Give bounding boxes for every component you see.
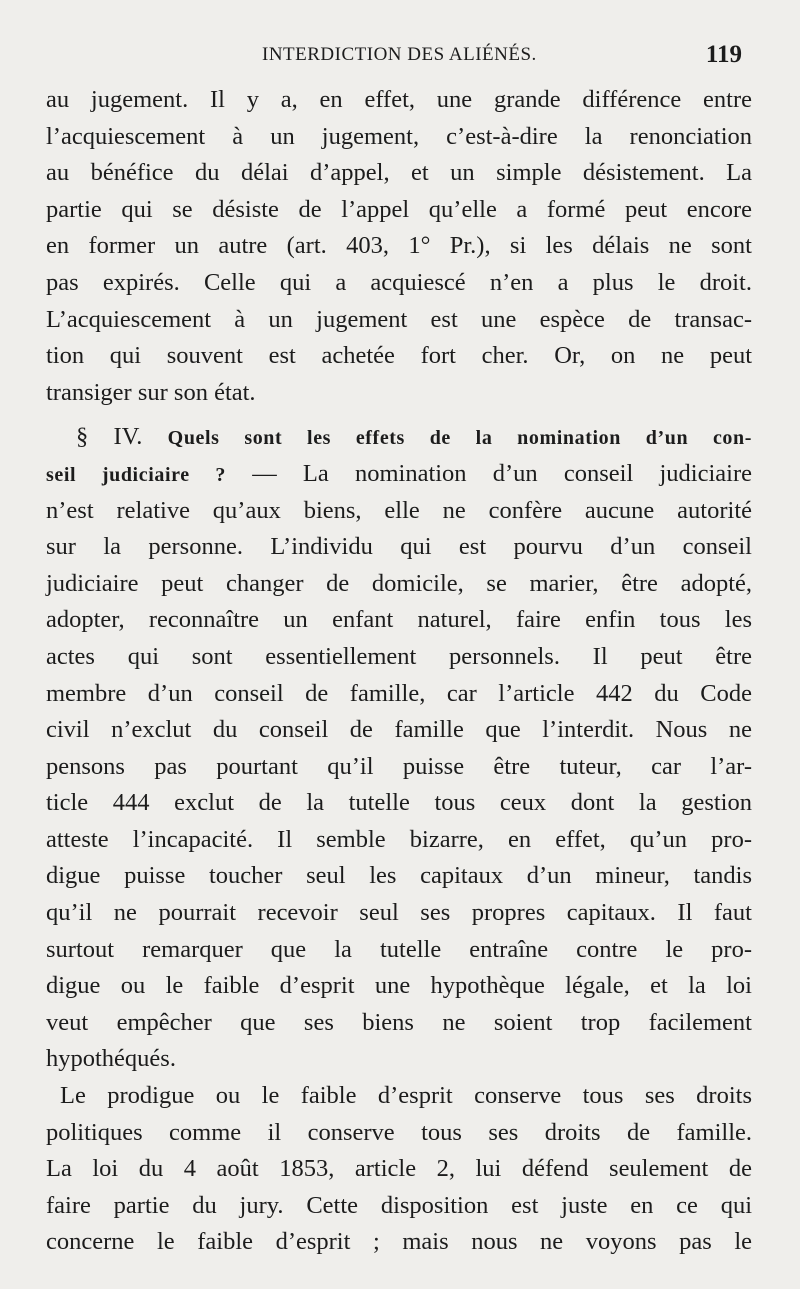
text-line: concerne le faible d’esprit ; mais nous ne voyons pas le	[46, 1228, 752, 1256]
text-line: L’acquiescement à un jugement est une espèce de transac-	[46, 305, 752, 333]
text-line: au jugement. Il y a, en effet, une grande différence entre	[46, 86, 752, 113]
text-line: digue puisse toucher seul les capitaux d’un mineur, tandis	[46, 862, 752, 890]
text-line	[46, 456, 752, 493]
text-line: pas expirés. Celle qui a acquiescé n’en a plus le droit.	[46, 268, 752, 296]
paragraph-acquiescement	[46, 82, 752, 411]
text-line: actes qui sont essentiellement personnels. Il peut être	[46, 642, 752, 670]
text-line: membre d’un conseil de famille, car l’article 442 du Code	[46, 679, 752, 707]
text-line: en former un autre (art. 403, 1° Pr.), si les délais ne sont	[46, 232, 752, 260]
text-line: Le prodigue ou le faible d’esprit conserve tous ses droits	[60, 1082, 752, 1110]
text-line: l’acquiescement à un jugement, c’est-à-dire la renonciation	[46, 122, 752, 150]
text-line: ticle 444 exclut de la tutelle tous ceux dont la gestion	[46, 789, 752, 817]
text-line: tion qui souvent est achetée fort cher. Or, on ne peut	[46, 342, 752, 370]
paragraph-gap	[46, 411, 752, 419]
section-heading-continued: seil judiciaire ?	[46, 463, 226, 486]
text-line: atteste l’incapacité. Il semble bizarre, en effet, qu’un pro-	[46, 825, 752, 853]
text-line: La loi du 4 août 1853, article 2, lui défend seulement de	[46, 1155, 752, 1183]
text-line: digue ou le faible d’esprit une hypothèque légale, et la loi	[46, 972, 752, 1000]
body-text	[46, 82, 752, 1261]
text-line: partie qui se désiste de l’appel qu’elle a formé peut encore	[46, 195, 752, 223]
text-line: faire partie du jury. Cette disposition est juste en ce qui	[46, 1191, 752, 1219]
text-line: adopter, reconnaître un enfant naturel, faire enfin tous les	[46, 606, 752, 634]
text-line: sur la personne. L’individu qui est pourvu d’un conseil	[46, 533, 752, 561]
text-line: civil n’exclut du conseil de famille que l’interdit. Nous ne	[46, 716, 752, 744]
section-heading: Quels sont les effets de la nomination d’un con-	[167, 427, 753, 450]
paragraph-droits-politiques	[46, 1078, 752, 1261]
text-line: judiciaire peut changer de domicile, se marier, être adopté,	[46, 569, 752, 597]
text-line: surtout remarquer que la tutelle entraîne contre le pro-	[46, 935, 752, 963]
page-number: 119	[705, 41, 742, 68]
section-conseil-judiciaire	[46, 419, 752, 1078]
text-line: qu’il ne pourrait recevoir seul ses propres capitaux. Il faut	[46, 899, 752, 927]
text-line: politiques comme il conserve tous ses droits de famille.	[46, 1118, 752, 1146]
text-line: pensons pas pourtant qu’il puisse être tuteur, car l’ar-	[46, 752, 752, 780]
running-head	[0, 41, 800, 72]
text-line: n’est relative qu’aux biens, elle ne confère aucune autorité	[46, 496, 752, 524]
section-number: § IV.	[76, 423, 143, 451]
text-line: au bénéfice du délai d’appel, et un simple désistement. La	[46, 159, 752, 187]
section-first-text: — La nomination d’un conseil judiciaire	[252, 459, 752, 487]
text-line: transiger sur son état.	[46, 378, 256, 406]
text-line: hypothéqués.	[46, 1045, 176, 1073]
text-line: veut empêcher que ses biens ne soient trop facilement	[46, 1008, 752, 1036]
section-heading-line	[46, 419, 752, 456]
running-title: INTERDICTION DES ALIÉNÉS.	[262, 44, 537, 65]
